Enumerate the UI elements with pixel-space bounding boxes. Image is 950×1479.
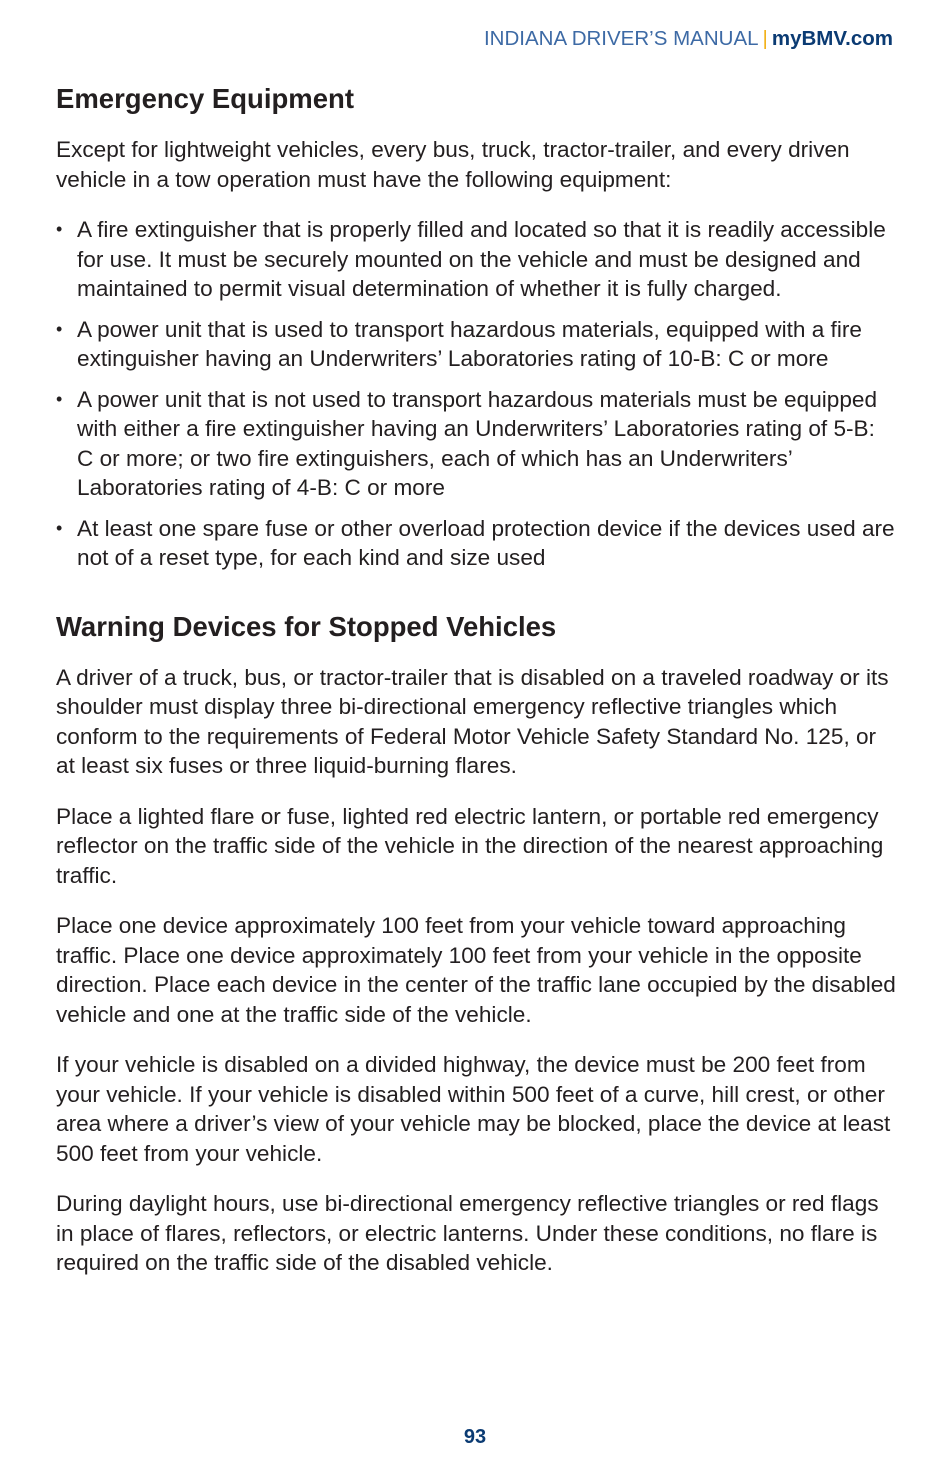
page-content [56,82,896,1299]
bullet-icon: • [56,388,63,409]
body-paragraph: Place one device approximately 100 feet from your vehicle toward approaching traffic. Place one device approximately 100 feet from your vehicle in the opposite direction. Place each device in the center of the traffic lane occupied by the disabled vehicle and one at the traffic side of the vehicle. [56,913,896,1027]
bullet-icon: • [56,517,63,538]
equipment-list [56,215,896,573]
list-item [56,215,896,304]
list-item-text: A fire extinguisher that is properly filled and located so that it is readily accessible for use. It must be securely mounted on the vehicle and must be designed and maintained to permit visual determination of whether it is fully charged. [77,217,886,301]
header-separator: | [762,27,768,50]
list-item-text: A power unit that is used to transport hazardous materials, equipped with a fire extinguisher having an Underwriters’ Laboratories rating of 10-B: C or more [77,316,862,371]
site-link[interactable]: myBMV.com [771,27,893,50]
list-item [56,514,896,573]
warning-devices-section [56,610,896,1278]
list-item-text: A power unit that is not used to transport hazardous materials must be equipped with either a fire extinguisher having an Underwriters’ Laboratories rating of 5-B: C or more; or two fire extinguishers, each of which has an Underwriters’ Laboratories rating of 4-B: C or more [77,386,878,500]
emergency-equipment-section [56,82,896,573]
bullet-icon: • [56,318,63,339]
list-item [56,385,896,503]
body-paragraph: If your vehicle is disabled on a divided highway, the device must be 200 feet from your vehicle. If your vehicle is disabled within 500 feet of a curve, hill crest, or other area where a driver’s view of your vehicle may be blocked, place the device at least 500 feet from your vehicle. [56,1052,891,1166]
list-item [56,315,896,374]
bullet-icon: • [56,219,63,239]
manual-title: INDIANA DRIVER’S MANUAL [483,27,759,50]
body-paragraph: A driver of a truck, bus, or tractor-trailer that is disabled on a traveled roadway or its shoulder must display three bi-directional emergency reflective triangles which conform to the requirements of Federal Motor Vehicle Safety Standard No. 125, or at least six fuses or three liquid-burning flares. [56,664,889,778]
intro-paragraph: Except for lightweight vehicles, every bus, truck, tractor-trailer, and every driven vehicle in a tow operation must have the following equipment: [56,137,850,192]
section-heading-emergency-equipment: Emergency Equipment [56,83,354,114]
list-item-text: At least one spare fuse or other overload protection device if the devices used are not of a reset type, for each kind and size used [77,515,895,570]
body-paragraph: Place a lighted flare or fuse, lighted red electric lantern, or portable red emergency reflector on the traffic side of the vehicle in the direction of the nearest approaching traffic. [56,803,884,888]
page-number: 93 [463,1426,487,1448]
section-heading-warning-devices: Warning Devices for Stopped Vehicles [56,610,557,642]
page-header [484,26,893,52]
body-paragraph: During daylight hours, use bi-directional emergency reflective triangles or red flags in place of flares, reflectors, or electric lanterns. Under these conditions, no flare is required on the traffic side of the disabled vehicle. [56,1191,879,1275]
